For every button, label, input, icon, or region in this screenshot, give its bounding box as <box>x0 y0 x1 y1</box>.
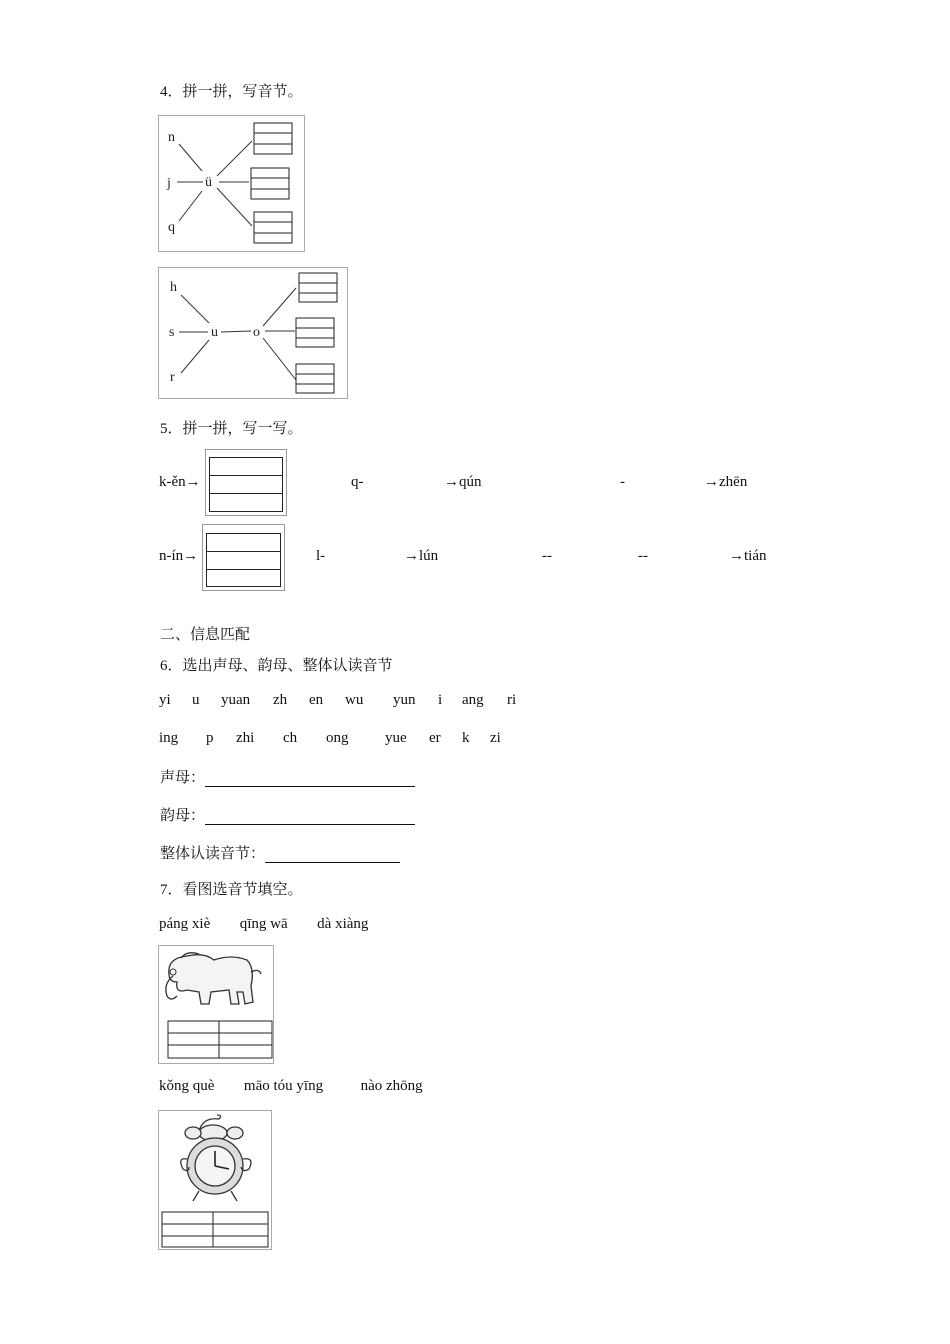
syllable: zi <box>490 730 501 746</box>
syllable: k <box>462 730 470 746</box>
option-mao-tou-ying: māo tóu yīng <box>243 1078 324 1094</box>
q5-row1-zhen: →zhēn <box>704 474 748 490</box>
q5-title: 5．拼一拼，写一写。 <box>160 421 303 437</box>
syllable: en <box>309 692 324 708</box>
q6-title: 6．选出声母、韵母、整体认读音节 <box>160 658 393 674</box>
syllable: ing <box>159 730 179 746</box>
initial-j: j <box>167 176 171 191</box>
initial-s: s <box>169 325 175 340</box>
pinyin-figure-u <box>158 115 305 252</box>
zhengti-label: 整体认读音节： <box>160 846 266 862</box>
syllable: ang <box>462 692 484 708</box>
syllable: ong <box>326 730 349 746</box>
yunmu-label: 韵母： <box>160 808 206 824</box>
q7-title: 7．看图选音节填空。 <box>160 882 303 898</box>
final-o: o <box>253 325 260 340</box>
q5-row1-ken: k-ěn→ <box>159 474 201 490</box>
initial-n: n <box>168 130 175 145</box>
option-pang-xie: páng xiè <box>159 916 211 932</box>
final-u-umlaut: ü <box>205 175 212 190</box>
pinyin-figure-uo <box>158 267 348 399</box>
yunmu-answer-line[interactable] <box>205 810 415 825</box>
q5-row2-dash2: -- <box>638 548 648 564</box>
option-da-xiang: dà xiàng <box>317 916 369 932</box>
q5-row1-q: q- <box>351 474 364 490</box>
option-qing-wa: qīng wā <box>239 916 288 932</box>
syllable: wu <box>345 692 364 708</box>
option-kong-que: kǒng què <box>159 1078 215 1094</box>
syllable: yi <box>159 692 171 708</box>
syllable: yue <box>385 730 407 746</box>
shengmu-answer-line[interactable] <box>205 772 415 787</box>
q5-row2-dash1: -- <box>542 548 552 564</box>
q4-title: 4．拼一拼，写音节。 <box>160 84 303 100</box>
q5-row1-qun: →qún <box>444 474 482 490</box>
q5-row2-l: l- <box>316 548 326 564</box>
syllable: zh <box>273 692 288 708</box>
shengmu-label: 声母： <box>160 770 206 786</box>
initial-r: r <box>170 370 175 385</box>
syllable: p <box>206 730 214 746</box>
syllable: i <box>438 692 443 708</box>
q5-row1-dash: - <box>620 474 625 490</box>
zhengti-row <box>160 842 400 863</box>
option-nao-zhong: nào zhōng <box>360 1078 423 1094</box>
elephant-image <box>159 946 273 1063</box>
syllable: zhi <box>236 730 255 746</box>
shengmu-row <box>160 766 415 787</box>
alarm-clock-picture-card <box>158 1110 272 1250</box>
yunmu-row <box>160 804 415 825</box>
q5-row2-lun: →lún <box>404 548 439 564</box>
syllable: yuan <box>221 692 251 708</box>
syllable: yun <box>393 692 416 708</box>
options-row-2 <box>159 1078 423 1095</box>
options-row-1 <box>159 916 368 933</box>
medial-u: u <box>211 325 218 340</box>
alarm-clock-image <box>159 1111 271 1249</box>
elephant-picture-card <box>158 945 274 1064</box>
section2-title: 二、信息匹配 <box>160 627 251 643</box>
writing-grid-ken[interactable] <box>205 449 287 516</box>
zhengti-answer-line[interactable] <box>265 848 400 863</box>
syllable: u <box>192 692 200 708</box>
q5-row2-tian: →tián <box>729 548 767 564</box>
initial-q: q <box>168 220 175 235</box>
syllable: er <box>429 730 441 746</box>
syllable: ri <box>507 692 517 708</box>
writing-grid-nin[interactable] <box>202 524 285 591</box>
q5-row2-nin: n-ín→ <box>159 548 199 564</box>
initial-h: h <box>170 280 177 295</box>
syllable: ch <box>283 730 298 746</box>
